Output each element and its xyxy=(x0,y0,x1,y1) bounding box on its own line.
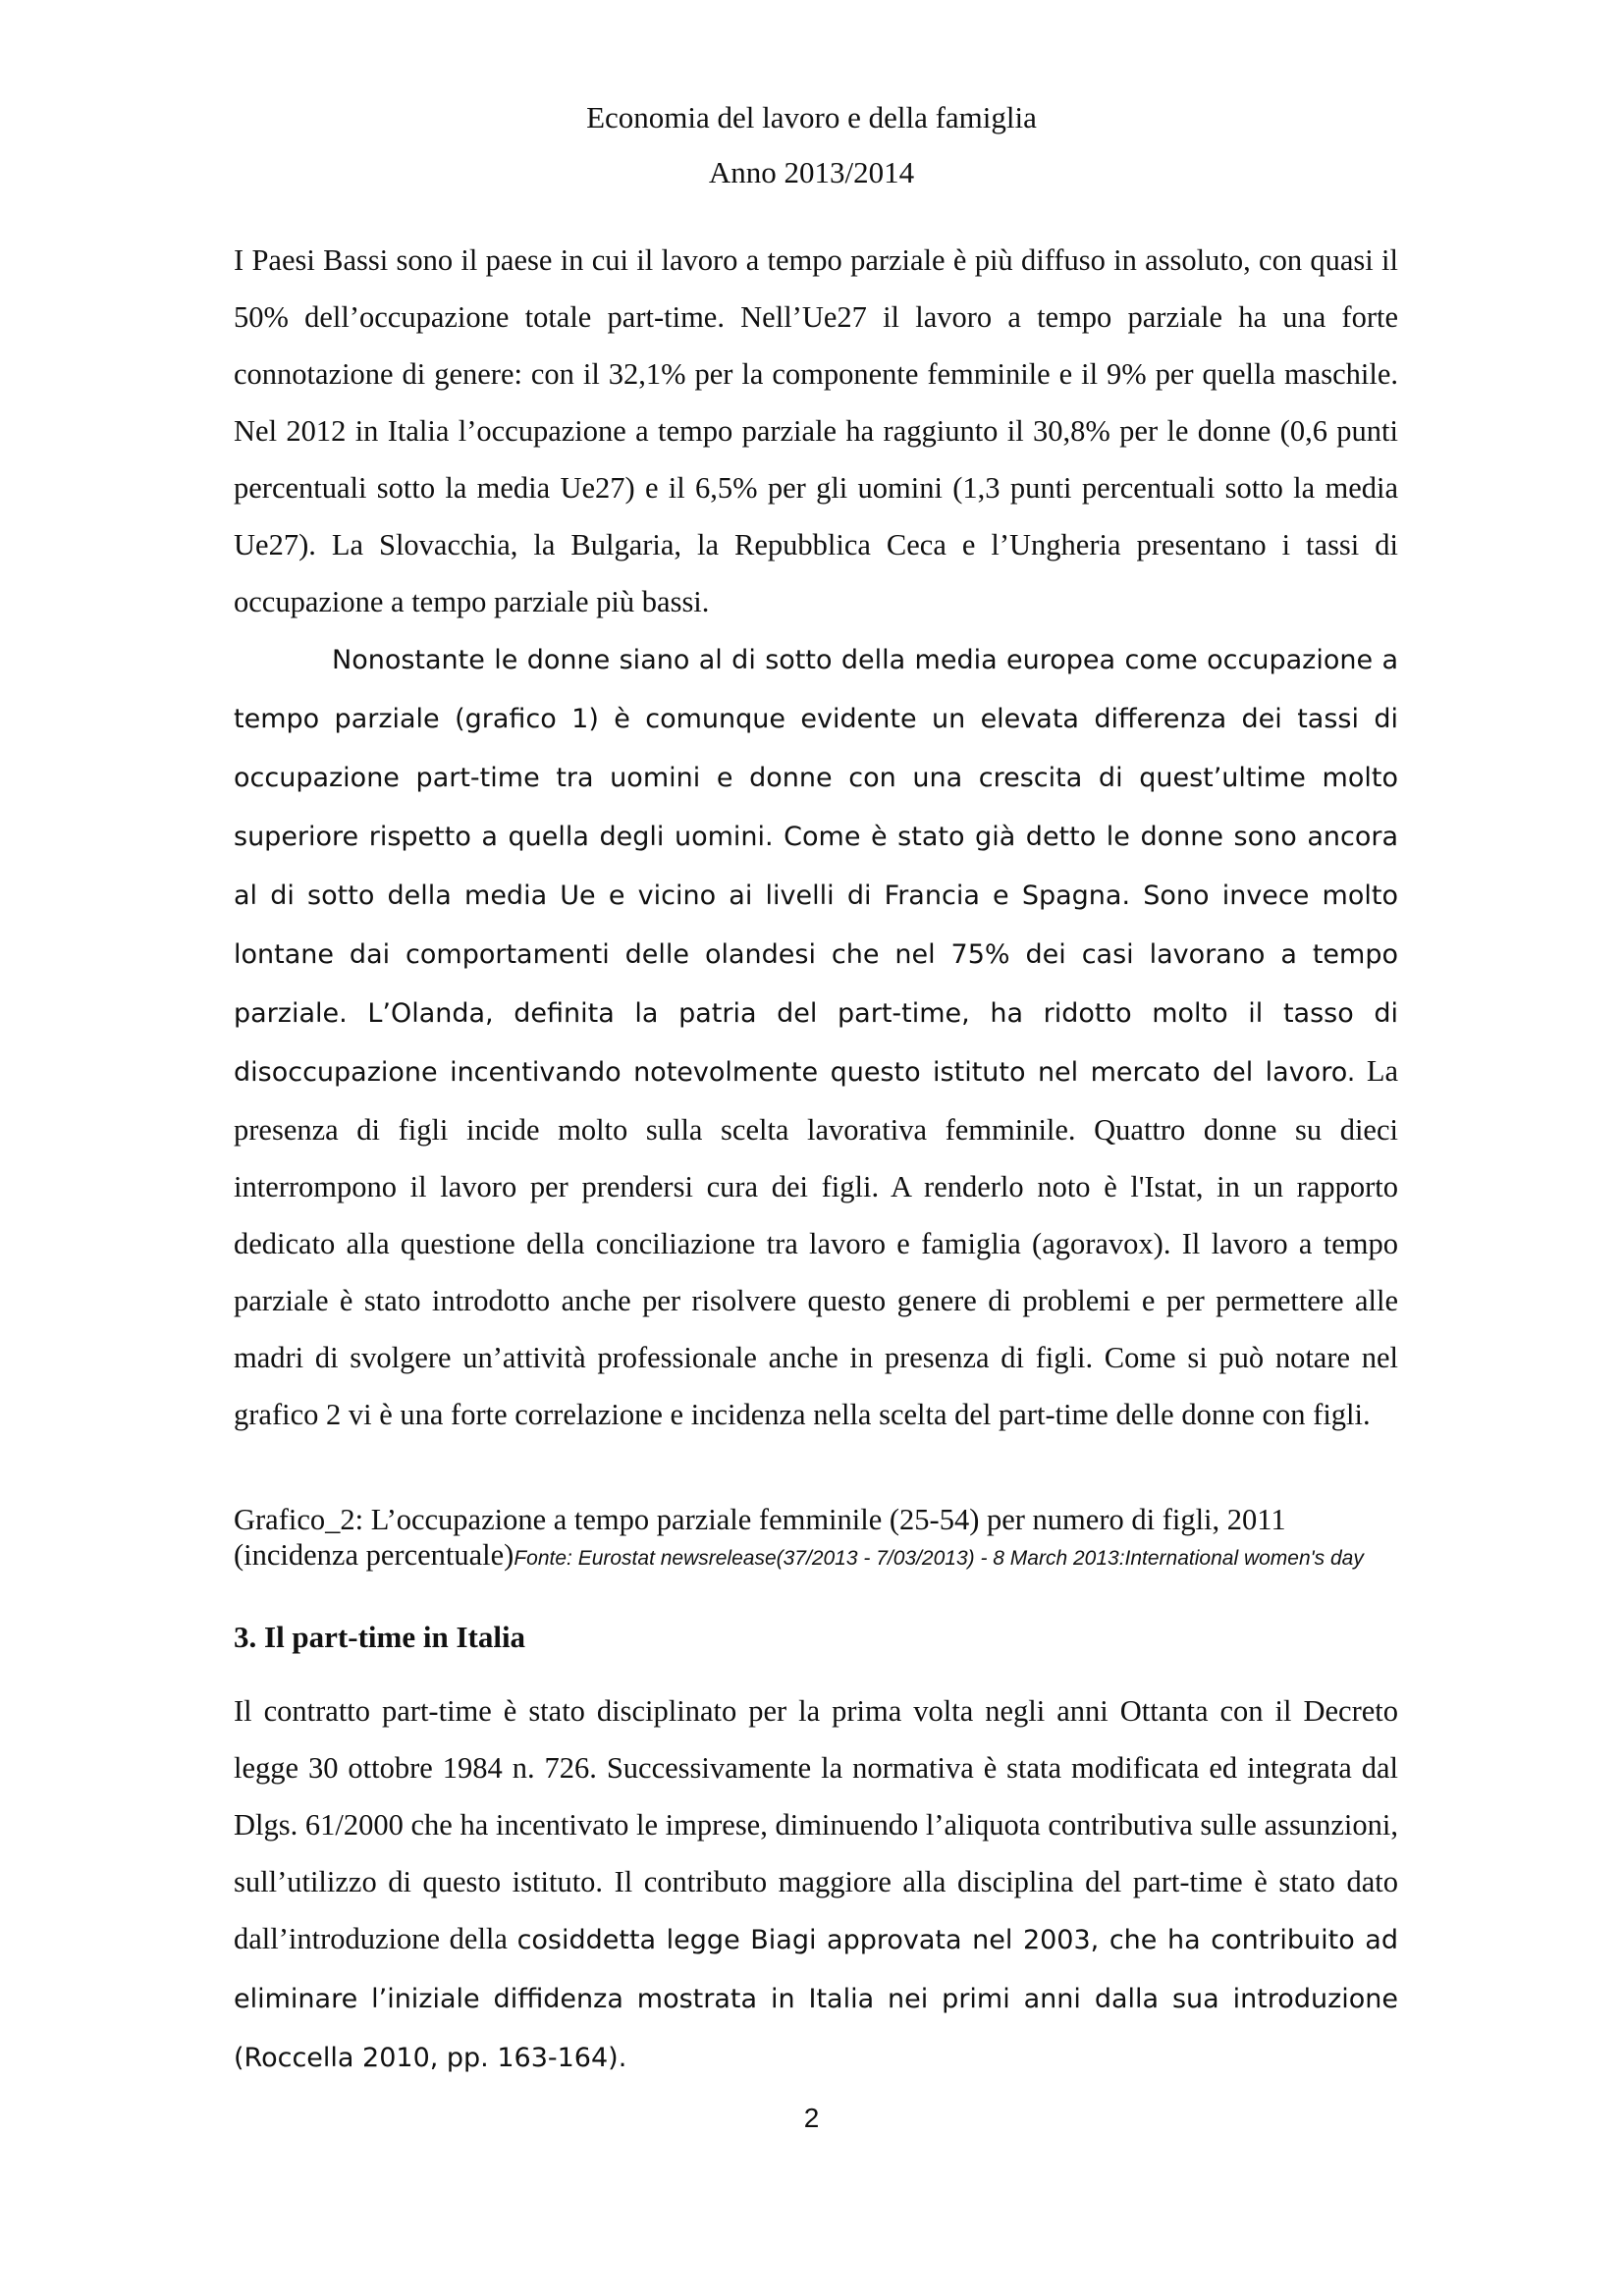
chart-caption xyxy=(234,1502,1402,1573)
paragraph-segment-sans: Nonostante le donne siano al di sotto della media europea come occupazione a tempo parziale (grafico 1) è comunque evidente un elevata differenza dei tassi di occupazione part-time tra uomini e donne con una crescita di quest’ultime molto superiore rispetto a quella degli uomini. Come è stato già detto le donne sono ancora al di sotto della media Ue e vicino ai livelli di Francia e Spagna. Sono invece molto lontane dai comportamenti delle olandesi che nel 75% dei casi lavorano a tempo parziale. L’Olanda, definita la patria del part-time, ha ridotto molto il tasso di disoccupazione incentivando notevolmente questo istituto nel mercato del lavoro. xyxy=(234,645,1398,1088)
page-number: 2 xyxy=(803,2103,820,2133)
academic-year: Anno 2013/2014 xyxy=(708,155,915,189)
caption-text: Grafico_2: L’occupazione a tempo parziale femminile (25-54) per numero di figli, 2011 (incidenza percentuale) xyxy=(234,1503,1286,1572)
section-heading: 3. Il part-time in Italia xyxy=(234,1620,526,1654)
paragraph-part-time-italy xyxy=(234,1682,1398,2087)
course-title: Economia del lavoro e della famiglia xyxy=(586,100,1037,134)
paragraph-segment-serif: Il contratto part-time è stato disciplinato per la prima volta negli anni Ottanta con il Decreto legge 30 ottobre 1984 n. 726. Successivamente la normativa è stata modificata ed integrata dal Dlgs. 61/2000 che ha incentivato le imprese, diminuendo l’aliquota contributiva sulle assunzioni, sull’utilizzo di questo istituto. Il contributo maggiore alla disciplina del part-time è stato dato dall’introduzione della xyxy=(234,1694,1398,1955)
paragraph-women-part-time xyxy=(234,630,1398,1443)
paragraph-segment-sans: cosiddetta legge Biagi approvata nel 2003, che ha contribuito ad eliminare l’iniziale diffidenza mostrata in Italia nei primi anni dalla sua introduzione (Roccella 2010, pp. 163-164). xyxy=(234,1925,1398,2073)
paragraph-netherlands-part-time: I Paesi Bassi sono il paese in cui il lavoro a tempo parziale è più diffuso in assoluto, con quasi il 50% dell’occupazione totale part-time. Nell’Ue27 il lavoro a tempo parziale ha una forte connotazione di genere: con il 32,1% per la componente femminile e il 9% per quella maschile. Nel 2012 in Italia l’occupazione a tempo parziale ha raggiunto il 30,8% per le donne (0,6 punti percentuali sotto la media Ue27) e il 6,5% per gli uomini (1,3 punti percentuali sotto la media Ue27). La Slovacchia, la Bulgaria, la Repubblica Ceca e l’Ungheria presentano i tassi di occupazione a tempo parziale più bassi. xyxy=(234,243,1398,618)
paragraph-segment-serif: La presenza di figli incide molto sulla scelta lavorativa femminile. Quattro donne su dieci interrompono il lavoro per prendersi cura dei figli. A renderlo noto è l'Istat, in un rapporto dedicato alla questione della conciliazione tra lavoro e famiglia (agoravox). Il lavoro a tempo parziale è stato introdotto anche per risolvere questo genere di problemi e per permettere alle madri di svolgere un’attività professionale anche in presenza di figli. Come si può notare nel grafico 2 vi è una forte correlazione e incidenza nella scelta del part-time delle donne con figli. xyxy=(234,1054,1398,1431)
caption-source: Fonte: Eurostat newsrelease(37/2013 - 7/03/2013) - 8 March 2013:International women's day xyxy=(514,1547,1364,1570)
